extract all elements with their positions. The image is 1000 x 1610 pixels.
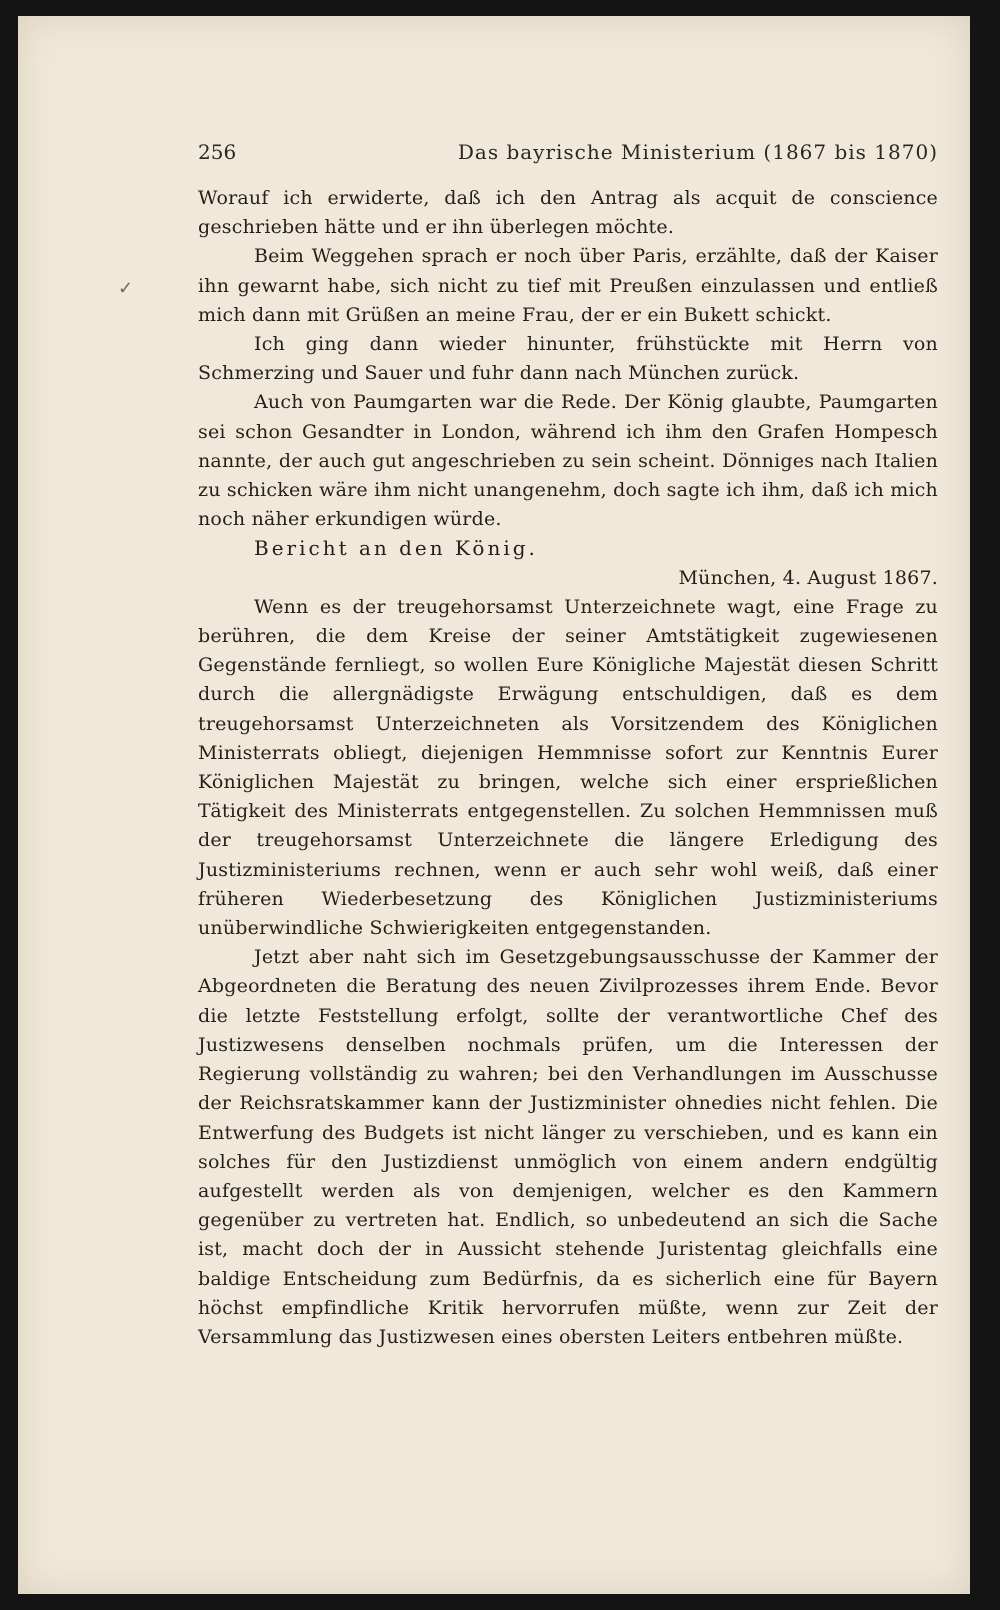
section-title: Bericht an den König. [254, 536, 538, 561]
running-title: Das bayrische Ministerium (1867 bis 1870) [457, 140, 938, 164]
paragraph: Auch von Paumgarten war die Rede. Der König glaubte, Paumgarten sei schon Gesandter in London, während ich ihm den Grafen Hompesch nannte, der auch gut angeschrieben zu sein scheint. Dönniges nach Italien zu schicken wäre ihm nicht unangenehm, doch sagte ich ihm, daß ich mich noch näher erkundigen würde. [198, 391, 938, 531]
dateline: München, 4. August 1867. [678, 566, 938, 589]
paragraph: Ich ging dann wieder hinunter, frühstückte mit Herrn von Schmerzing und Sauer und fuhr dann nach München zurück. [198, 333, 938, 385]
paragraph: Worauf ich erwiderte, daß ich den Antrag als acquit de conscience geschrieben hätte und er ihn überlegen möchte. [198, 187, 938, 239]
book-page [18, 16, 970, 1594]
page-body [198, 184, 938, 1352]
paragraph: Beim Weggehen sprach er noch über Paris, erzählte, daß der Kaiser ihn gewarnt habe, sich nicht zu tief mit Preußen einzulassen und entließ mich dann mit Grüßen an meine Frau, der er ein Bukett schickt. [198, 245, 938, 326]
paragraph: Jetzt aber naht sich im Gesetzgebungsausschusse der Kammer der Abgeordneten die Beratung des neuen Zivilprozesses ihrem Ende. Bevor die letzte Feststellung erfolgt, sollte der verantwortliche Chef des Justizwesens denselben nochmals prüfen, um die Interessen der Regierung vollständig zu wahren; bei den Verhandlungen im Ausschusse der Reichsratskammer kann der Justizminister ohnedies nicht fehlen. Die Entwerfung des Budgets ist nicht länger zu verschieben, und es kann ein solches für den Justizdienst unmöglich von einem andern endgültig aufgestellt werden als von demjenigen, welcher es den Kammern gegenüber zu vertreten hat. Endlich, so unbedeutend an sich die Sache ist, macht doch der in Aussicht stehende Juristentag gleichfalls eine baldige Entscheidung zum Bedürfnis, da es sicherlich eine für Bayern höchst empfindliche Kritik hervorrufen müßte, wenn zur Zeit der Versammlung das Justizwesen eines obersten Leiters entbehren müßte. [198, 946, 938, 1348]
paragraph: Wenn es der treugehorsamst Unterzeichnete wagt, eine Frage zu berühren, die dem Kreise der seiner Amtstätigkeit zugewiesenen Gegenstände fernliegt, so wollen Eure Königliche Majestät diesen Schritt durch die allergnädigste Erwägung entschuldigen, daß es dem treugehorsamst Unterzeichneten als Vorsitzendem des Königlichen Ministerrats obliegt, diejenigen Hemmnisse sofort zur Kenntnis Eurer Königlichen Majestät zu bringen, welche sich einer ersprießlichen Tätigkeit des Ministerrats entgegenstellen. Zu solchen Hemmnissen muß der treugehorsamst Unterzeichnete die längere Erledigung des Justizministeriums rechnen, wenn er auch sehr wohl weiß, daß einer früheren Wiederbesetzung des Königlichen Justizministeriums unüberwindliche Schwierigkeiten entgegenstanden. [198, 595, 938, 940]
page-number: 256 [198, 140, 237, 164]
page-header [198, 140, 938, 164]
pencil-check-mark-icon: ✓ [118, 278, 134, 299]
